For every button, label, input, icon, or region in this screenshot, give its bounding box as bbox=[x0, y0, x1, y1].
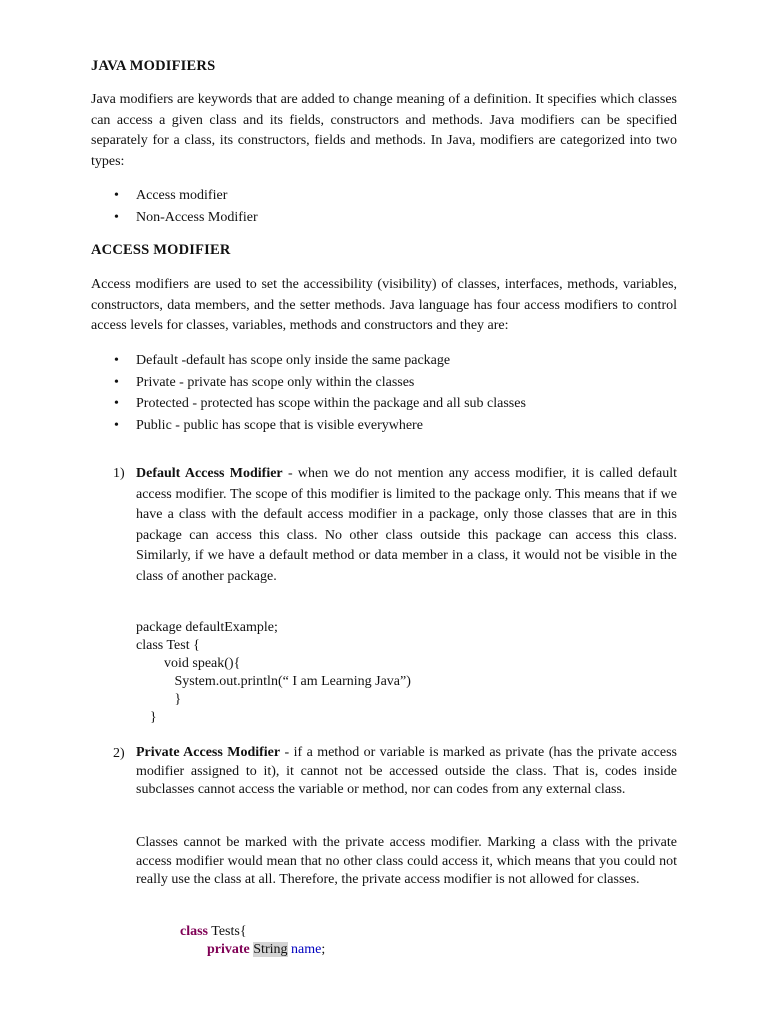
modifier-types-list bbox=[91, 185, 677, 228]
code-keyword: private bbox=[207, 942, 250, 957]
code-line: } bbox=[136, 710, 157, 725]
code-line: } bbox=[136, 692, 182, 707]
item-number: 1) bbox=[113, 466, 125, 481]
bullet-icon: • bbox=[114, 374, 119, 390]
list-item: • Access modifier bbox=[91, 185, 677, 207]
code-line: private String name; bbox=[207, 942, 326, 957]
private-code-block bbox=[180, 923, 325, 959]
list-item: • Non-Access Modifier bbox=[91, 207, 677, 229]
page-title: JAVA MODIFIERS bbox=[91, 58, 216, 74]
bullet-icon: • bbox=[114, 396, 119, 411]
code-line: System.out.println(“ I am Learning Java”) bbox=[136, 674, 411, 689]
item-number: 2) bbox=[113, 746, 125, 761]
private-modifier-title: Private Access Modifier bbox=[136, 745, 281, 760]
access-modifier-heading: ACCESS MODIFIER bbox=[91, 242, 231, 258]
code-line: class Test { bbox=[136, 638, 200, 653]
code-type: String bbox=[253, 942, 288, 957]
code-keyword: class bbox=[180, 924, 208, 939]
default-modifier-title: Default Access Modifier bbox=[136, 466, 283, 481]
bullet-icon: • bbox=[114, 417, 119, 433]
access-levels-list bbox=[91, 350, 677, 436]
intro-paragraph: Java modifiers are keywords that are added to change meaning of a definition. It specifies which classes can access a given class and its fields, constructors and methods. Java modifiers can be specified separately for a class, its constructors, fields and methods. In Java, modifiers are categorized into two types: bbox=[91, 92, 677, 169]
code-field: name bbox=[291, 942, 322, 957]
bullet-icon: • bbox=[114, 209, 119, 225]
code-line: void speak(){ bbox=[136, 656, 241, 671]
bullet-icon: • bbox=[114, 188, 119, 203]
list-item: • Protected - protected has scope within the package and all sub classes bbox=[91, 393, 677, 415]
private-modifier-text: Private Access Modifier - if a method or variable is marked as private (has the private access modifier assigned to it), it cannot not be accessed outside the class. That is, codes inside subclasses cannot access the variable or method, nor can codes from any external class. bbox=[136, 745, 677, 797]
code-line: package defaultExample; bbox=[136, 620, 278, 635]
default-code-block bbox=[136, 619, 411, 727]
list-item: • Public - public has scope that is visible everywhere bbox=[91, 415, 677, 437]
access-intro-paragraph: Access modifiers are used to set the accessibility (visibility) of classes, interfaces, methods, variables, constructors, data members, and the setter methods. Java language has four access modifiers to control access levels for classes, variables, methods and constructors and they are: bbox=[91, 277, 677, 333]
default-modifier-text: Default Access Modifier - when we do not mention any access modifier, it is called default access modifier. The scope of this modifier is limited to the package only. This means that if we have a class with the default access modifier in a package, only those classes that are in this package can access this class. No other class outside this package can access this class. Similarly, if we have a default method or data member in a class, it would not be visible in the class of another package. bbox=[136, 466, 677, 584]
private-class-paragraph: Classes cannot be marked with the private access modifier. Marking a class with the private access modifier would mean that no other class could access it, which means that you could not really use the class at all. Therefore, the private access modifier is not allowed for classes. bbox=[136, 835, 677, 887]
code-line: class Tests{ bbox=[180, 924, 247, 939]
bullet-icon: • bbox=[114, 353, 119, 368]
list-item: • Private - private has scope only within the classes bbox=[91, 372, 677, 394]
list-item: • Default -default has scope only inside the same package bbox=[91, 350, 677, 372]
